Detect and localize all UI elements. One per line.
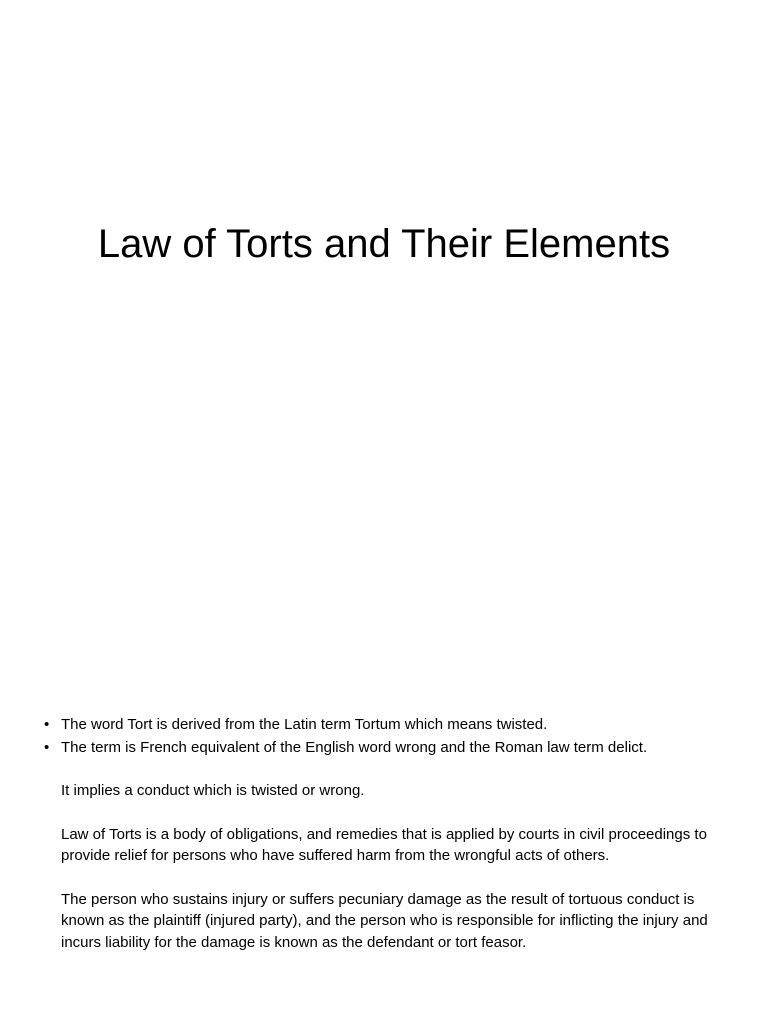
bullet-icon: • — [44, 738, 50, 756]
paragraph: It implies a conduct which is twisted or wrong. — [61, 782, 365, 799]
bullet-item — [40, 737, 730, 759]
body-content — [40, 714, 730, 953]
paragraph: Law of Torts is a body of obligations, and remedies that is applied by courts in civil proceedings to provide relief for persons who have suffered harm from the wrongful acts of others. — [61, 825, 707, 864]
bullet-text: The term is French equivalent of the English word wrong and the Roman law term delict. — [61, 738, 648, 756]
bullet-text: The word Tort is derived from the Latin term Tortum which means twisted. — [61, 716, 548, 733]
paragraph: The person who sustains injury or suffers pecuniary damage as the result of tortuous conduct is known as the plaintiff (injured party), and the person who is responsible for inflicting the injury and incurs liability for the damage is known as the defendant or tort feasor. — [61, 890, 708, 951]
bullet-item — [40, 714, 730, 736]
page-title: Law of Torts and Their Elements — [97, 222, 671, 266]
bullet-icon: • — [44, 716, 50, 733]
